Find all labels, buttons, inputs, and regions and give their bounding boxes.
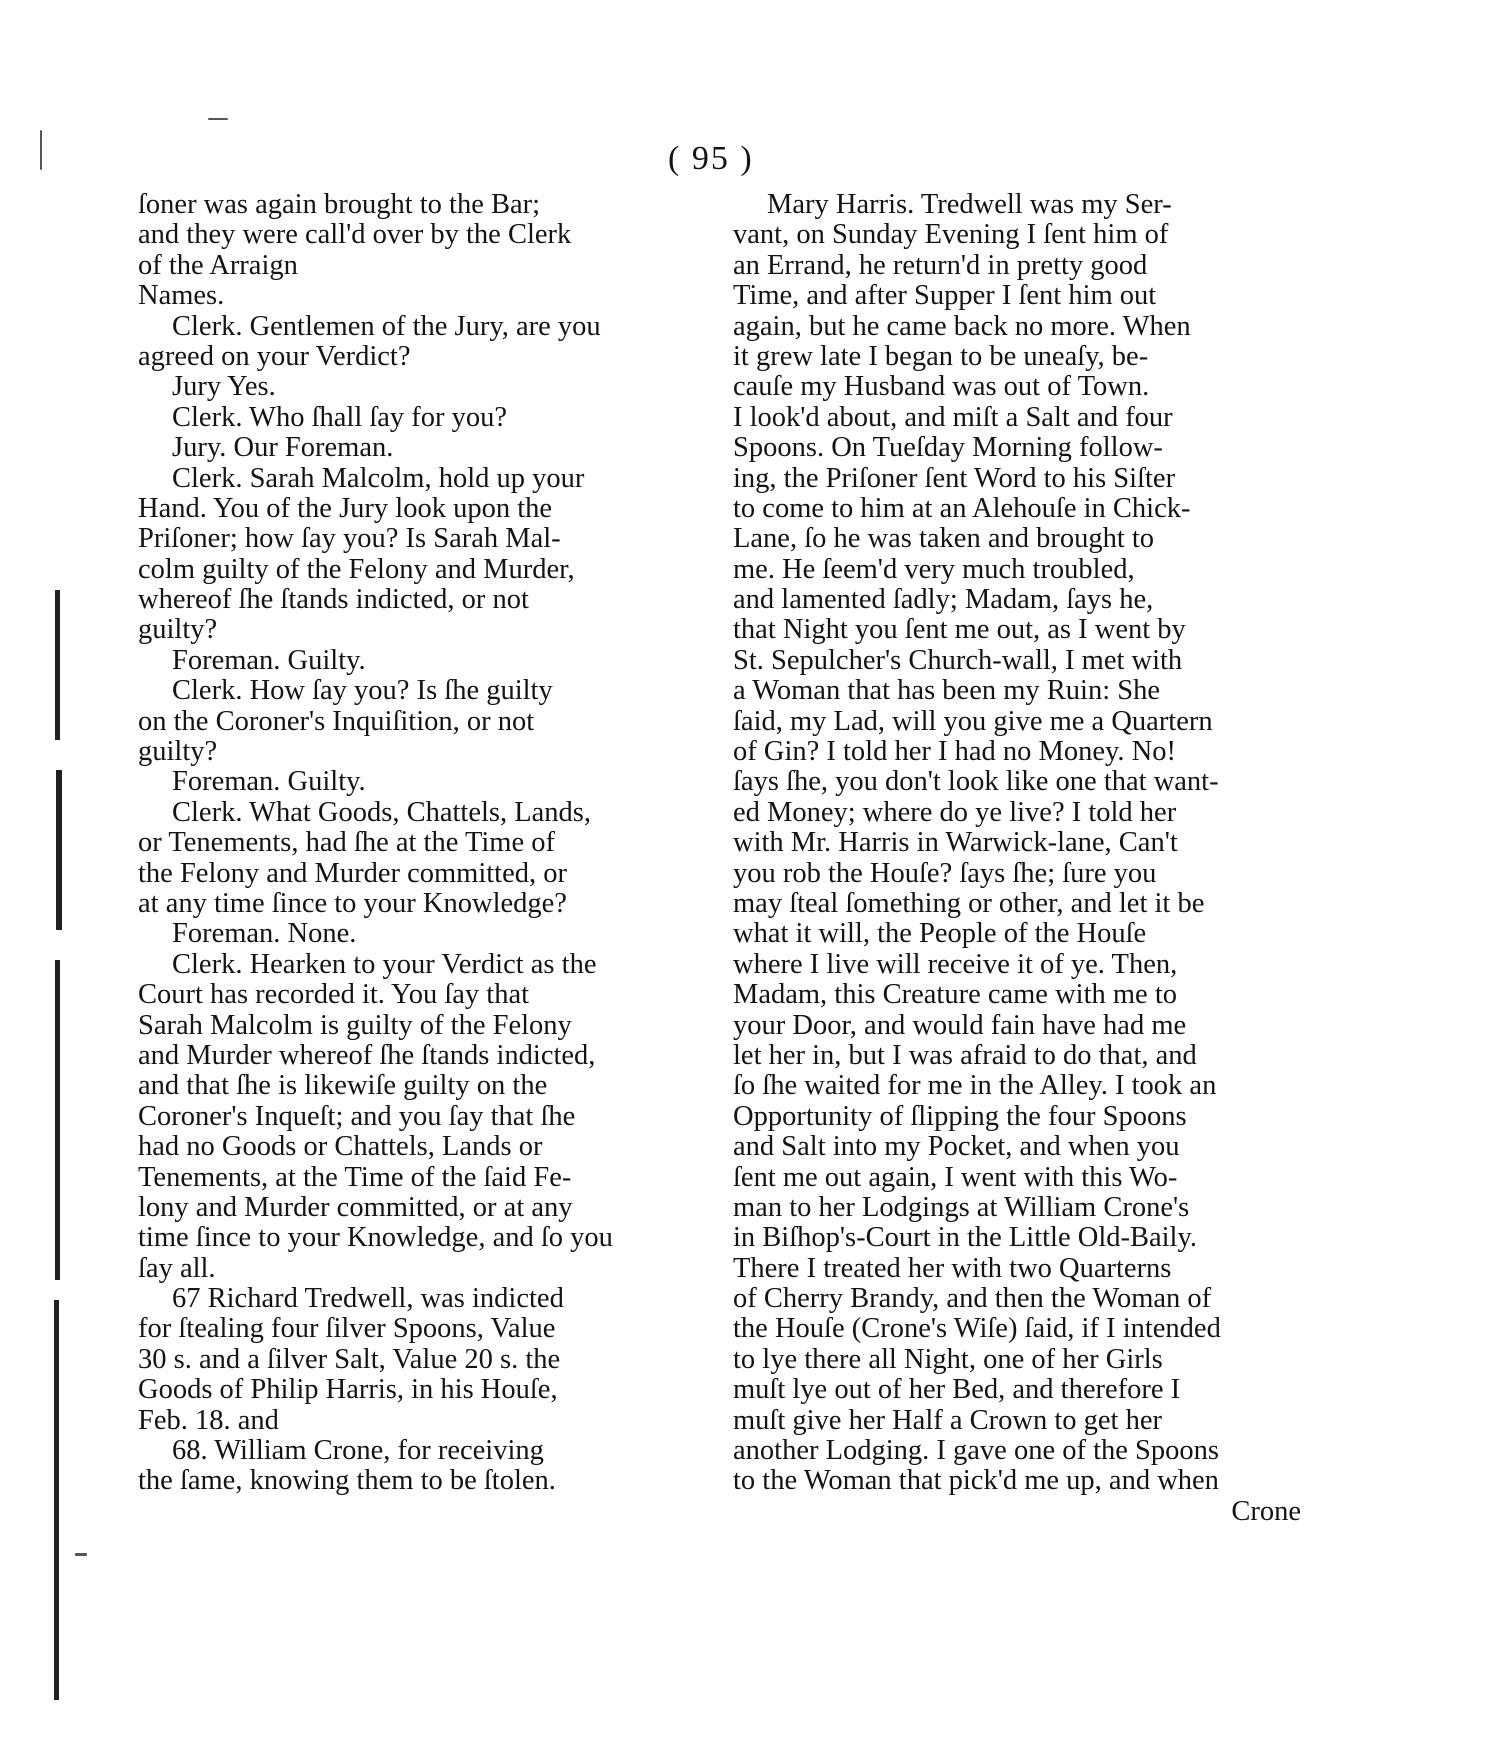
text-line: Tenements, at the Time of the ſaid Fe-: [138, 1161, 572, 1193]
text-line: Lane, ſo he was taken and brought to: [733, 523, 1155, 555]
text-line: to lye there all Night, one of her Girls: [733, 1343, 1163, 1375]
text-line: Clerk. How ſay you? Is ſhe guilty: [172, 675, 553, 707]
text-line: another Lodging. I gave one of the Spoons: [733, 1435, 1219, 1467]
text-line: ſays ſhe, you don't look like one that want-: [733, 766, 1219, 798]
left-column: [138, 190, 706, 1497]
text-line: 30 s. and a ſilver Salt, Value 20 s. the: [138, 1343, 561, 1375]
text-line: to come to him at an Alehouſe in Chick-: [733, 492, 1191, 524]
text-line: and lamented ſadly; Madam, ſays he,: [733, 584, 1154, 616]
text-line: time ſince to your Knowledge, and ſo you: [138, 1222, 613, 1254]
text-line: a Woman that has been my Ruin: She: [733, 675, 1160, 707]
text-line: to the Woman that pick'd me up, and when: [733, 1465, 1219, 1497]
catchword: Crone: [1231, 1495, 1301, 1527]
text-line: let her in, but I was afraid to do that, and: [733, 1039, 1197, 1071]
text-line: Court has recorded it. You ſay that: [138, 979, 530, 1011]
text-line: you rob the Houſe? ſays ſhe; ſure you: [733, 857, 1157, 889]
text-line: had no Goods or Chattels, Lands or: [138, 1131, 543, 1163]
text-line: Hand. You of the Jury look upon the: [138, 492, 553, 524]
text-line: ed Money; where do ye live? I told her: [733, 796, 1177, 828]
text-line: with Mr. Harris in Warwick-lane, Can't: [733, 827, 1178, 859]
text-line: Opportunity of ſlipping the four Spoons: [733, 1100, 1187, 1132]
scan-speck: [208, 118, 228, 120]
text-line: Time, and after Supper I ſent him out: [733, 280, 1157, 312]
text-line: whereof ſhe ſtands indicted, or not: [138, 584, 529, 616]
text-line: Coroner's Inqueſt; and you ſay that ſhe: [138, 1100, 576, 1132]
scan-speck: [75, 1553, 87, 1556]
text-line: again, but he came back no more. When: [733, 310, 1191, 342]
text-line: the ſame, knowing them to be ſtolen.: [138, 1465, 556, 1497]
text-line: guilty?: [138, 736, 218, 768]
text-line: I look'd about, and miſt a Salt and four: [733, 401, 1173, 433]
text-line: Mary Harris. Tredwell was my Ser-: [767, 189, 1172, 220]
text-line: may ſteal ſomething or other, and let it be: [733, 887, 1205, 919]
text-line: of Cherry Brandy, and then the Woman of: [733, 1283, 1212, 1315]
right-column: [733, 190, 1301, 1527]
text-line: St. Sepulcher's Church-wall, I met with: [733, 644, 1183, 676]
text-line: on the Coroner's Inquiſition, or not: [138, 705, 535, 737]
text-line: Goods of Philip Harris, in his Houſe,: [138, 1374, 558, 1406]
binding-edge-mark: [56, 770, 62, 930]
text-line: Feb. 18. and: [138, 1404, 279, 1436]
text-line: or Tenements, had ſhe at the Time of: [138, 827, 555, 859]
text-line: and Salt into my Pocket, and when you: [733, 1131, 1180, 1163]
text-line: what it will, the People of the Houſe: [733, 918, 1147, 950]
text-line: Foreman. Guilty.: [172, 644, 366, 676]
text-line: of the Arraign: [138, 249, 298, 281]
text-line: Priſoner; how ſay you? Is Sarah Mal-: [138, 523, 561, 555]
text-line: Jury Yes.: [172, 371, 276, 403]
text-line: Clerk. Sarah Malcolm, hold up your: [172, 462, 585, 494]
text-line: guilty?: [138, 614, 218, 646]
text-line: cauſe my Husband was out of Town.: [733, 371, 1150, 403]
text-line: ing, the Priſoner ſent Word to his Siſter: [733, 462, 1176, 494]
text-line: and they were call'd over by the Clerk: [138, 219, 572, 251]
text-line: Foreman. Guilty.: [172, 766, 366, 798]
binding-edge-mark: [55, 960, 60, 1280]
text-line: There I treated her with two Quarterns: [733, 1252, 1172, 1284]
text-line: Clerk. Gentlemen of the Jury, are you: [172, 310, 601, 342]
text-line: that Night you ſent me out, as I went by: [733, 614, 1186, 646]
text-line: in Biſhop's-Court in the Little Old-Baily.: [733, 1222, 1198, 1254]
text-line: the Felony and Murder committed, or: [138, 857, 567, 889]
text-line: the Houſe (Crone's Wiſe) ſaid, if I intended: [733, 1313, 1221, 1345]
binding-edge-mark: [54, 1300, 59, 1700]
text-line: muſt lye out of her Bed, and therefore I: [733, 1374, 1181, 1406]
text-line: Spoons. On Tueſday Morning follow-: [733, 432, 1163, 464]
text-line: for ſtealing four ſilver Spoons, Value: [138, 1313, 556, 1345]
text-line: colm guilty of the Felony and Murder,: [138, 553, 575, 585]
text-line: Jury. Our Foreman.: [172, 432, 394, 464]
text-line: muſt give her Half a Crown to get her: [733, 1404, 1162, 1436]
text-line: ſoner was again brought to the Bar;: [138, 189, 541, 220]
text-line: and Murder whereof ſhe ſtands indicted,: [138, 1039, 596, 1071]
text-line: Names.: [138, 280, 225, 312]
text-line: of Gin? I told her I had no Money. No!: [733, 736, 1176, 768]
text-line: it grew late I began to be uneaſy, be-: [733, 340, 1149, 372]
text-line: 68. William Crone, for receiving: [172, 1435, 544, 1467]
text-line: ſay all.: [138, 1252, 216, 1284]
page-number: ( 95 ): [668, 140, 754, 177]
text-line: man to her Lodgings at William Crone's: [733, 1191, 1190, 1223]
text-line: and that ſhe is likewiſe guilty on the: [138, 1070, 548, 1102]
text-line: an Errand, he return'd in pretty good: [733, 249, 1148, 281]
text-line: lony and Murder committed, or at any: [138, 1191, 573, 1223]
text-line: 67 Richard Tredwell, was indicted: [172, 1283, 564, 1315]
text-line: me. He ſeem'd very much troubled,: [733, 553, 1135, 585]
text-line: ſaid, my Lad, will you give me a Quartern: [733, 705, 1213, 737]
text-line: at any time ſince to your Knowledge?: [138, 887, 567, 919]
text-line: where I live will receive it of ye. Then,: [733, 948, 1178, 980]
text-line: Clerk. What Goods, Chattels, Lands,: [172, 796, 591, 828]
text-line: your Door, and would fain have had me: [733, 1009, 1187, 1041]
text-line: Clerk. Who ſhall ſay for you?: [172, 401, 508, 433]
text-line: Sarah Malcolm is guilty of the Felony: [138, 1009, 572, 1041]
text-line: Clerk. Hearken to your Verdict as the: [172, 948, 597, 980]
scan-speck: [40, 130, 42, 170]
text-line: Madam, this Creature came with me to: [733, 979, 1177, 1011]
text-line: Foreman. None.: [172, 918, 357, 950]
binding-edge-mark: [55, 590, 60, 740]
text-line: vant, on Sunday Evening I ſent him of: [733, 219, 1169, 251]
text-line: agreed on your Verdict?: [138, 340, 411, 372]
text-line: ſo ſhe waited for me in the Alley. I took an: [733, 1070, 1217, 1102]
text-line: ſent me out again, I went with this Wo-: [733, 1161, 1178, 1193]
